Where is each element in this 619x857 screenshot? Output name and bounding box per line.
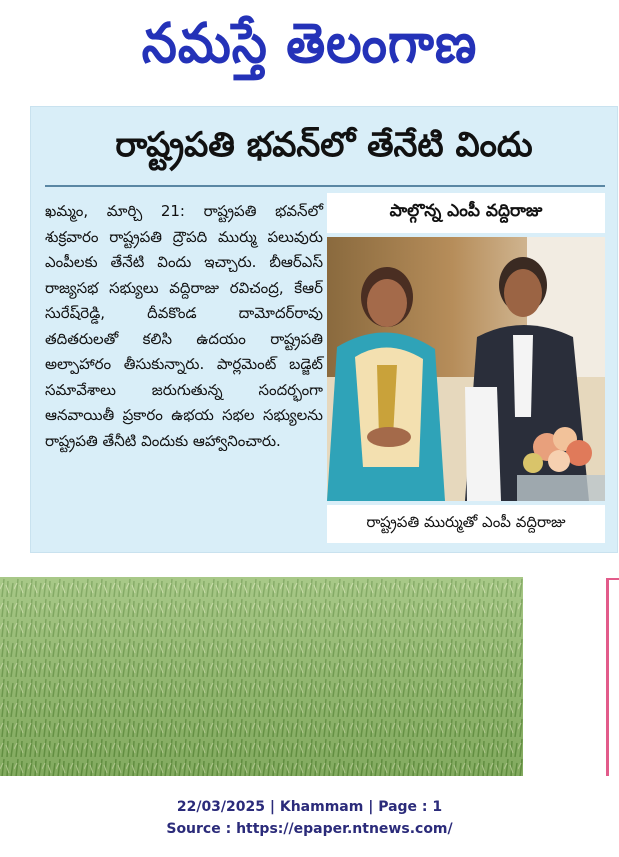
- article-photo: [327, 237, 605, 501]
- page-footer: [0, 796, 619, 840]
- masthead-title: నమస్తే తెలంగాణ: [141, 10, 478, 76]
- headline-divider: [45, 185, 605, 187]
- crop-field-image: [0, 577, 523, 776]
- masthead: [0, 0, 619, 100]
- news-article: [30, 106, 618, 553]
- article-body: ఖమ్మం, మార్చి 21: రాష్ట్రపతి భవన్‌లో శుక్రవారం రాష్ట్రపతి ద్రౌపది ముర్ము పలువురు ఎంపీలకు తేనేటి విందు ఇచ్చారు. బీఆర్‌ఎస్ రాజ్యసభ సభ్యులు వద్దిరాజు రవిచంద్ర, కేఆర్ సురేష్‌రెడ్డి, దీవకొండ దామోదర్‌రావు తదితరులతో కలిసి ఉదయం రాష్ట్రపతి అల్పాహారం తీసుకున్నారు. పార్లమెంట్ బడ్జెట్ సమావేశాలు జరుగుతున్న సందర్భంగా ఆనవాయితీ ప్రకారం ఉభయ సభల సభ్యులను రాష్ట్రపతి తేనీటి విందుకు ఆహ్వానించారు.: [45, 202, 323, 450]
- article-headline: రాష్ట్రపతి భవన్‌లో తేనేటి విందు: [115, 125, 533, 165]
- adjacent-article-border: [606, 578, 609, 776]
- article-photo-box: [327, 193, 605, 543]
- photo-caption-bottom: రాష్ట్రపతి ముర్ముతో ఎంపీ వద్దిరాజు: [327, 505, 605, 543]
- field-photo: [0, 577, 523, 776]
- footer-date-edition: 22/03/2025 | Khammam | Page : 1: [176, 799, 443, 815]
- photo-caption-top: పాల్గొన్న ఎంపీ వద్దిరాజు: [327, 193, 605, 233]
- president-mp-photo: [327, 237, 605, 501]
- footer-source: Source : https://epaper.ntnews.com/: [166, 821, 453, 837]
